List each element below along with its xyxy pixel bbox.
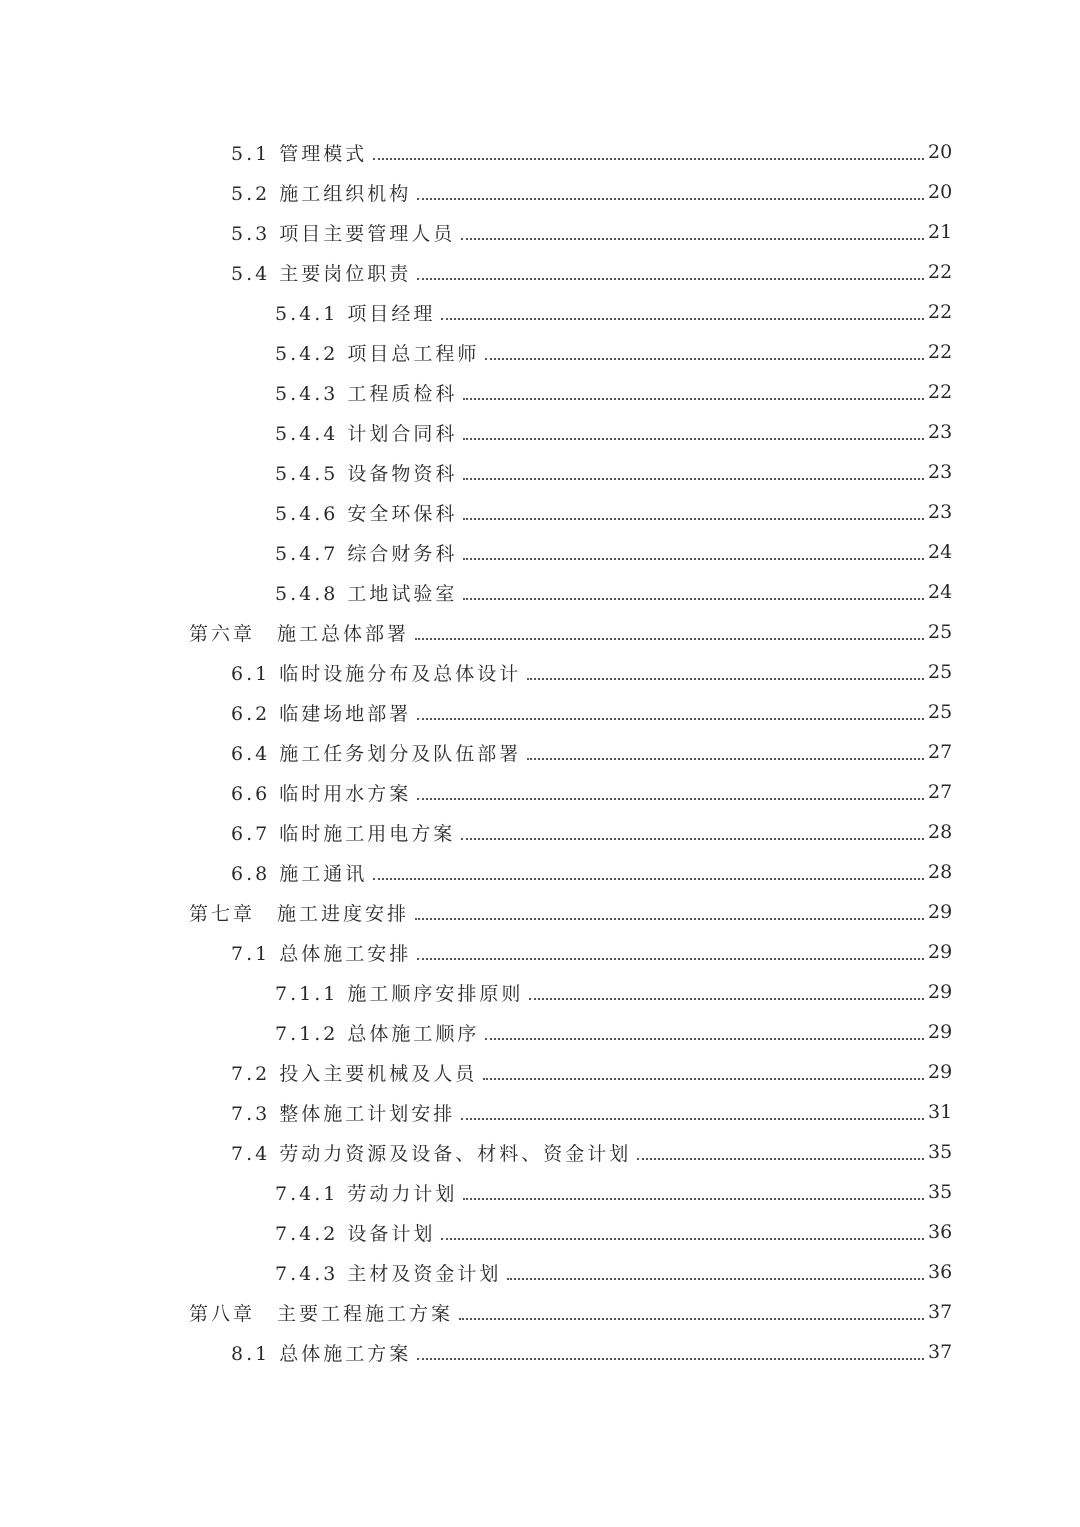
toc-entry-label: 5.4.7 综合财务科 [275, 542, 458, 565]
dot-leader [483, 1077, 924, 1080]
toc-entry-label: 第七章 施工进度安排 [189, 902, 410, 925]
dot-leader [527, 757, 924, 760]
dot-leader [417, 957, 924, 960]
toc-page-number: 24 [928, 581, 953, 603]
toc-page-number: 24 [928, 541, 953, 563]
toc-entry-label: 7.2 投入主要机械及人员 [231, 1062, 478, 1085]
toc-entry-label: 7.1.2 总体施工顺序 [275, 1022, 480, 1045]
toc-chapter-entry[interactable] [0, 612, 1080, 652]
toc-chapter-entry[interactable] [0, 1292, 1080, 1332]
toc-entry-label: 6.7 临时施工用电方案 [231, 822, 456, 845]
dot-leader [463, 557, 924, 560]
dot-leader [461, 1117, 924, 1120]
toc-page-number: 28 [928, 861, 953, 883]
toc-entry[interactable] [0, 532, 1080, 572]
toc-entry-label: 6.1 临时设施分布及总体设计 [231, 662, 522, 685]
toc-entry[interactable] [0, 1172, 1080, 1212]
toc-entry[interactable] [0, 1132, 1080, 1172]
toc-entry-label: 5.3 项目主要管理人员 [231, 222, 456, 245]
toc-entry[interactable] [0, 1212, 1080, 1252]
dot-leader [507, 1277, 924, 1280]
toc-entry[interactable] [0, 252, 1080, 292]
dot-leader [463, 397, 924, 400]
toc-entry-label: 第八章 主要工程施工方案 [189, 1302, 454, 1325]
toc-entry[interactable] [0, 932, 1080, 972]
toc-entry[interactable] [0, 452, 1080, 492]
dot-leader [373, 877, 924, 880]
toc-entry[interactable] [0, 332, 1080, 372]
toc-page-number: 23 [928, 461, 953, 483]
toc-page-number: 20 [928, 141, 953, 163]
toc-page-number: 22 [928, 341, 953, 363]
toc-page-number: 22 [928, 381, 953, 403]
dot-leader [417, 717, 924, 720]
table-of-contents [0, 132, 1080, 1372]
toc-page-number: 35 [928, 1141, 953, 1163]
toc-entry-label: 8.1 总体施工方案 [231, 1342, 412, 1365]
toc-page-number: 21 [928, 221, 953, 243]
toc-entry-label: 5.2 施工组织机构 [231, 182, 412, 205]
toc-entry-label: 7.4.1 劳动力计划 [275, 1182, 458, 1205]
toc-entry[interactable] [0, 692, 1080, 732]
dot-leader [637, 1157, 924, 1160]
dot-leader [461, 837, 924, 840]
toc-entry[interactable] [0, 212, 1080, 252]
dot-leader [417, 1357, 924, 1360]
toc-page-number: 29 [928, 1061, 953, 1083]
toc-entry[interactable] [0, 852, 1080, 892]
toc-entry[interactable] [0, 1092, 1080, 1132]
toc-entry[interactable] [0, 1052, 1080, 1092]
dot-leader [529, 997, 924, 1000]
toc-page-number: 23 [928, 501, 953, 523]
toc-page-number: 37 [928, 1301, 953, 1323]
dot-leader [461, 237, 924, 240]
toc-page-number: 25 [928, 661, 953, 683]
toc-entry[interactable] [0, 492, 1080, 532]
toc-entry-label: 6.4 施工任务划分及队伍部署 [231, 742, 522, 765]
toc-entry[interactable] [0, 292, 1080, 332]
toc-entry[interactable] [0, 812, 1080, 852]
toc-entry-label: 5.4.2 项目总工程师 [275, 342, 480, 365]
dot-leader [463, 437, 924, 440]
toc-entry-label: 5.4.6 安全环保科 [275, 502, 458, 525]
toc-entry-label: 5.4.5 设备物资科 [275, 462, 458, 485]
dot-leader [463, 477, 924, 480]
dot-leader [415, 917, 924, 920]
toc-entry[interactable] [0, 732, 1080, 772]
toc-entry-label: 7.4.2 设备计划 [275, 1222, 436, 1245]
toc-page-number: 36 [928, 1221, 953, 1243]
toc-entry-label: 7.4 劳动力资源及设备、材料、资金计划 [231, 1142, 632, 1165]
dot-leader [417, 277, 924, 280]
toc-page-number: 29 [928, 1021, 953, 1043]
toc-entry[interactable] [0, 652, 1080, 692]
toc-entry-label: 5.4.4 计划合同科 [275, 422, 458, 445]
toc-entry-label: 5.4.1 项目经理 [275, 302, 436, 325]
toc-page-number: 29 [928, 941, 953, 963]
toc-entry[interactable] [0, 172, 1080, 212]
dot-leader [373, 157, 924, 160]
toc-entry-label: 7.1 总体施工安排 [231, 942, 412, 965]
toc-entry-label: 6.6 临时用水方案 [231, 782, 412, 805]
toc-entry[interactable] [0, 972, 1080, 1012]
toc-page-number: 37 [928, 1341, 953, 1363]
toc-entry-label: 5.1 管理模式 [231, 142, 368, 165]
toc-page-number: 27 [928, 741, 953, 763]
toc-page-number: 29 [928, 901, 953, 923]
toc-entry[interactable] [0, 132, 1080, 172]
toc-page-number: 28 [928, 821, 953, 843]
toc-entry[interactable] [0, 572, 1080, 612]
toc-page-number: 22 [928, 301, 953, 323]
dot-leader [463, 597, 924, 600]
dot-leader [441, 1237, 924, 1240]
toc-page-number: 36 [928, 1261, 953, 1283]
toc-page-number: 25 [928, 701, 953, 723]
toc-page-number: 29 [928, 981, 953, 1003]
dot-leader [459, 1317, 924, 1320]
toc-page-number: 31 [928, 1101, 953, 1123]
toc-entry-label: 5.4 主要岗位职责 [231, 262, 412, 285]
toc-entry[interactable] [0, 412, 1080, 452]
toc-entry-label: 7.3 整体施工计划安排 [231, 1102, 456, 1125]
toc-page-number: 27 [928, 781, 953, 803]
dot-leader [417, 197, 924, 200]
toc-page-number: 25 [928, 621, 953, 643]
dot-leader [441, 317, 924, 320]
toc-entry[interactable] [0, 1252, 1080, 1292]
dot-leader [463, 1197, 924, 1200]
dot-leader [485, 1037, 924, 1040]
toc-entry[interactable] [0, 1332, 1080, 1372]
toc-entry[interactable] [0, 1012, 1080, 1052]
dot-leader [417, 797, 924, 800]
toc-entry-label: 6.2 临建场地部署 [231, 702, 412, 725]
toc-page-number: 23 [928, 421, 953, 443]
toc-page-number: 35 [928, 1181, 953, 1203]
toc-page-number: 22 [928, 261, 953, 283]
dot-leader [415, 637, 924, 640]
toc-entry-label: 第六章 施工总体部署 [189, 622, 410, 645]
toc-entry[interactable] [0, 772, 1080, 812]
dot-leader [485, 357, 924, 360]
toc-entry[interactable] [0, 372, 1080, 412]
toc-chapter-entry[interactable] [0, 892, 1080, 932]
dot-leader [463, 517, 924, 520]
dot-leader [527, 677, 924, 680]
toc-entry-label: 5.4.3 工程质检科 [275, 382, 458, 405]
toc-entry-label: 7.1.1 施工顺序安排原则 [275, 982, 524, 1005]
toc-page-number: 20 [928, 181, 953, 203]
toc-entry-label: 7.4.3 主材及资金计划 [275, 1262, 502, 1285]
toc-entry-label: 6.8 施工通讯 [231, 862, 368, 885]
toc-entry-label: 5.4.8 工地试验室 [275, 582, 458, 605]
